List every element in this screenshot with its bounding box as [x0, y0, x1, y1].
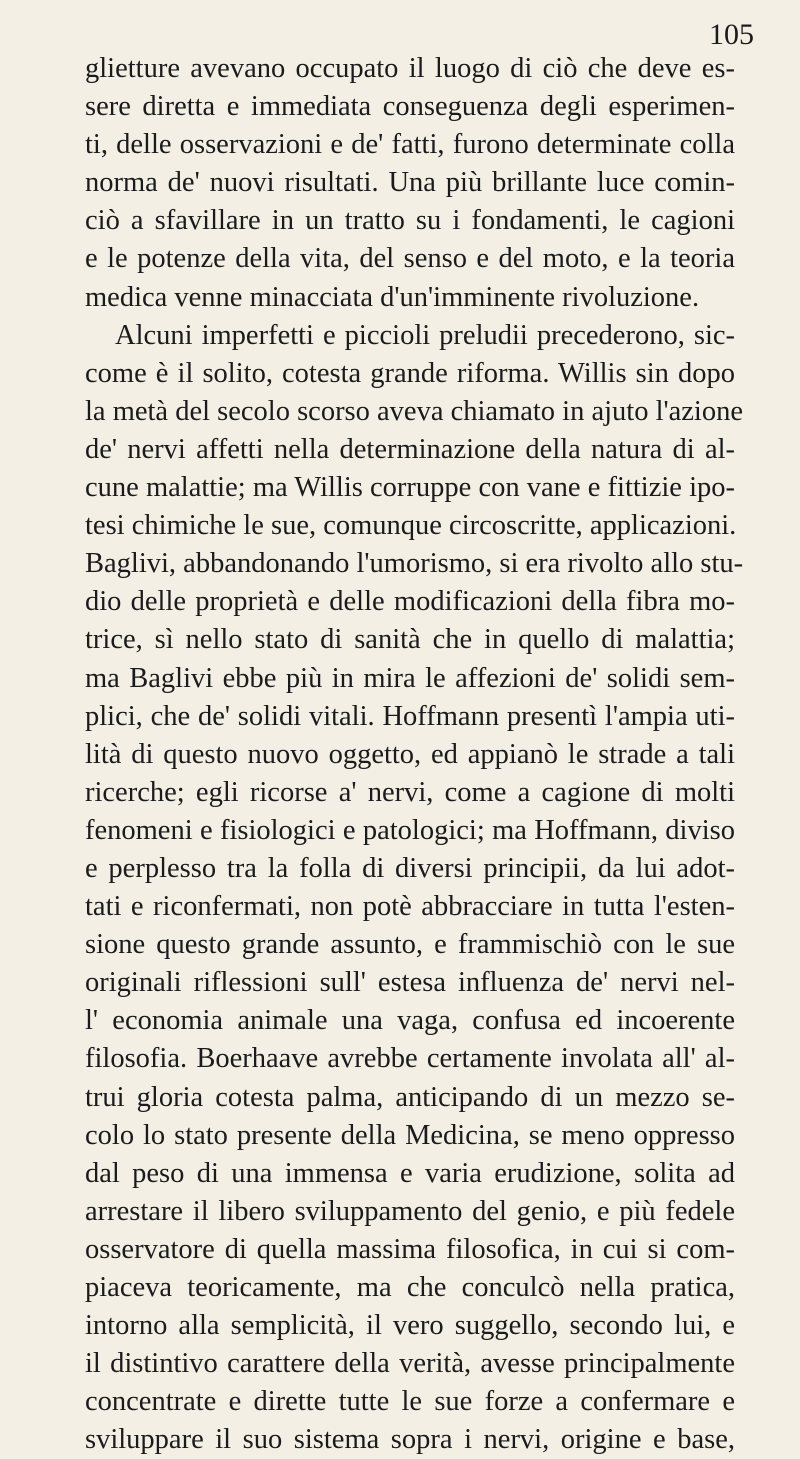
- text-line: ricerche; egli ricorse a' nervi, come a cagione di molti: [85, 776, 735, 808]
- text-line: tesi chimiche le sue, comunque circoscritte, applicazioni.: [85, 510, 737, 542]
- text-line: fenomeni e fisiologici e patologici; ma Hoffmann, diviso: [85, 814, 735, 846]
- text-line: filosofia. Boerhaave avrebbe certamente involata all' al-: [85, 1043, 735, 1075]
- text-line: il distintivo carattere della verità, avesse principalmente: [85, 1348, 735, 1380]
- text-line: cune malattie; ma Willis corruppe con vane e fittizie ipo-: [85, 472, 735, 504]
- text-line: come è il solito, cotesta grande riforma. Willis sin dopo: [85, 357, 735, 389]
- text-line: ti, delle osservazioni e de' fatti, furono determinate colla: [85, 129, 735, 161]
- text-line: tati e riconfermati, non potè abbracciare in tutta l'esten-: [85, 891, 735, 923]
- text-line: de' nervi affetti nella determinazione della natura di al-: [85, 433, 735, 465]
- text-line: colo lo stato presente della Medicina, se meno oppresso: [85, 1119, 735, 1151]
- text-line: medica venne minacciata d'un'imminente rivoluzione.: [85, 281, 700, 313]
- text-line: intorno alla semplicità, il vero suggello, secondo lui, e: [85, 1310, 735, 1342]
- text-line: concentrate e dirette tutte le sue forze a confermare e: [85, 1386, 735, 1418]
- text-line: sere diretta e immediata conseguenza degli esperimen-: [85, 91, 735, 123]
- text-line: e perplesso tra la folla di diversi principii, da lui adot-: [85, 852, 735, 884]
- text-line: arrestare il libero sviluppamento del genio, e più fedele: [85, 1195, 735, 1227]
- text-line: glietture avevano occupato il luogo di ciò che deve es-: [85, 53, 735, 84]
- text-line: trui gloria cotesta palma, anticipando di un mezzo se-: [85, 1081, 735, 1113]
- paragraph-start-line: Alcuni imperfetti e piccioli preludii precederono, sic-: [115, 319, 735, 351]
- text-line: l' economia animale una vaga, confusa ed incoerente: [85, 1005, 735, 1037]
- text-line: lità di questo nuovo oggetto, ed appianò le strade a tali: [85, 738, 735, 770]
- text-line: originali riflessioni sull' estesa influenza de' nervi nel-: [85, 967, 735, 999]
- text-line: la metà del secolo scorso aveva chiamato in ajuto l'azione: [85, 395, 744, 427]
- page-number: 105: [709, 18, 754, 51]
- text-line: trice, sì nello stato di sanità che in quello di malattia;: [85, 624, 735, 656]
- text-line: e le potenze della vita, del senso e del moto, e la teoria: [85, 243, 735, 275]
- text-line: sviluppare il suo sistema sopra i nervi, origine e base,: [85, 1424, 735, 1456]
- text-line: Baglivi, abbandonando l'umorismo, si era rivolto allo stu-: [85, 548, 744, 580]
- body-text: [85, 50, 744, 1459]
- text-line: ma Baglivi ebbe più in mira le affezioni de' solidi sem-: [85, 662, 735, 694]
- text-line: ciò a sfavillare in un tratto su i fondamenti, le cagioni: [85, 205, 735, 237]
- text-line: osservatore di quella massima filosofica, in cui si com-: [85, 1233, 735, 1265]
- text-line: dal peso di una immensa e varia erudizione, solita ad: [85, 1157, 735, 1189]
- text-line: dio delle proprietà e delle modificazioni della fibra mo-: [85, 586, 735, 618]
- text-line: norma de' nuovi risultati. Una più brillante luce comin-: [85, 167, 735, 199]
- text-line: sione questo grande assunto, e frammischiò con le sue: [85, 929, 735, 961]
- text-line: piaceva teoricamente, ma che conculcò nella pratica,: [85, 1272, 735, 1303]
- text-line: plici, che de' solidi vitali. Hoffmann presentì l'ampia uti-: [85, 700, 735, 732]
